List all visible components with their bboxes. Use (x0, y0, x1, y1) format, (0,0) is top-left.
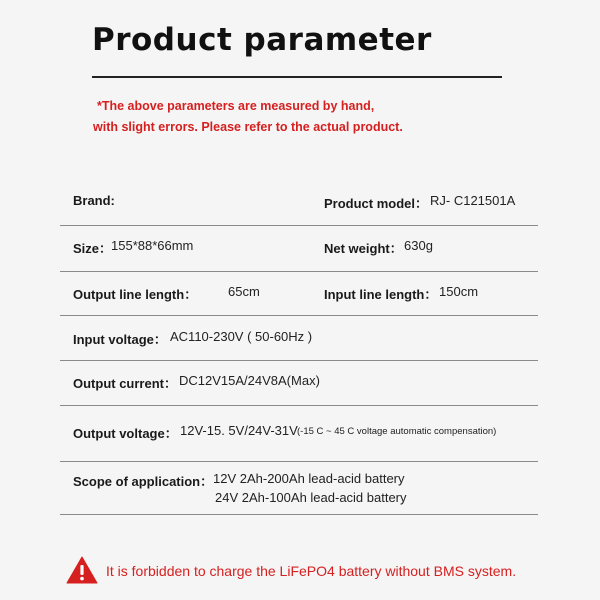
scope-line-1: 12V 2Ah-200Ah lead-acid battery (213, 471, 405, 486)
output-current-value: DC12V15A/24V8A(Max) (179, 373, 320, 388)
warning-triangle-icon (66, 556, 98, 584)
spec-row-scope (60, 461, 538, 515)
input-line-length-label: Input line length： (324, 287, 438, 302)
note-line-1: *The above parameters are measured by hand, (97, 99, 375, 113)
output-line-length-value: 65cm (228, 284, 260, 299)
scope-label: Scope of application： (73, 474, 214, 489)
spec-row-output-voltage (60, 405, 538, 462)
brand-label: Brand: (73, 193, 115, 208)
title-underline (92, 76, 502, 78)
size-label: Size： (73, 241, 113, 256)
output-voltage-compensation-note: (-15 C ~ 45 C voltage automatic compensation) (297, 426, 497, 437)
input-voltage-value: AC110-230V ( 50-60Hz ) (170, 329, 313, 344)
scope-line-2: 24V 2Ah-100Ah lead-acid battery (215, 490, 407, 505)
output-voltage-label: Output voltage： (73, 426, 178, 441)
weight-label: Net weight： (324, 241, 403, 256)
output-current-label: Output current： (73, 376, 177, 391)
weight-value: 630g (404, 238, 433, 253)
output-line-length-label: Output line length： (73, 287, 198, 302)
spec-row-output-current (60, 360, 538, 406)
spec-row-line-lengths (60, 271, 538, 316)
output-voltage-value: 12V-15. 5V/24V-31V (180, 423, 298, 438)
warning-text: It is forbidden to charge the LiFePO4 battery without BMS system. (106, 563, 517, 579)
input-line-length-value: 150cm (439, 284, 479, 299)
note-line-2: with slight errors. Please refer to the actual product. (93, 120, 403, 134)
model-value: RJ- C121501A (430, 193, 516, 208)
spec-row-size-weight (60, 225, 538, 272)
spec-row-input-voltage (60, 315, 538, 361)
size-value: 155*88*66mm (111, 238, 194, 253)
page-title: Product parameter (92, 22, 432, 58)
input-voltage-label: Input voltage： (73, 332, 167, 347)
spec-row-brand-model (60, 180, 538, 226)
model-label: Product model： (324, 196, 429, 211)
